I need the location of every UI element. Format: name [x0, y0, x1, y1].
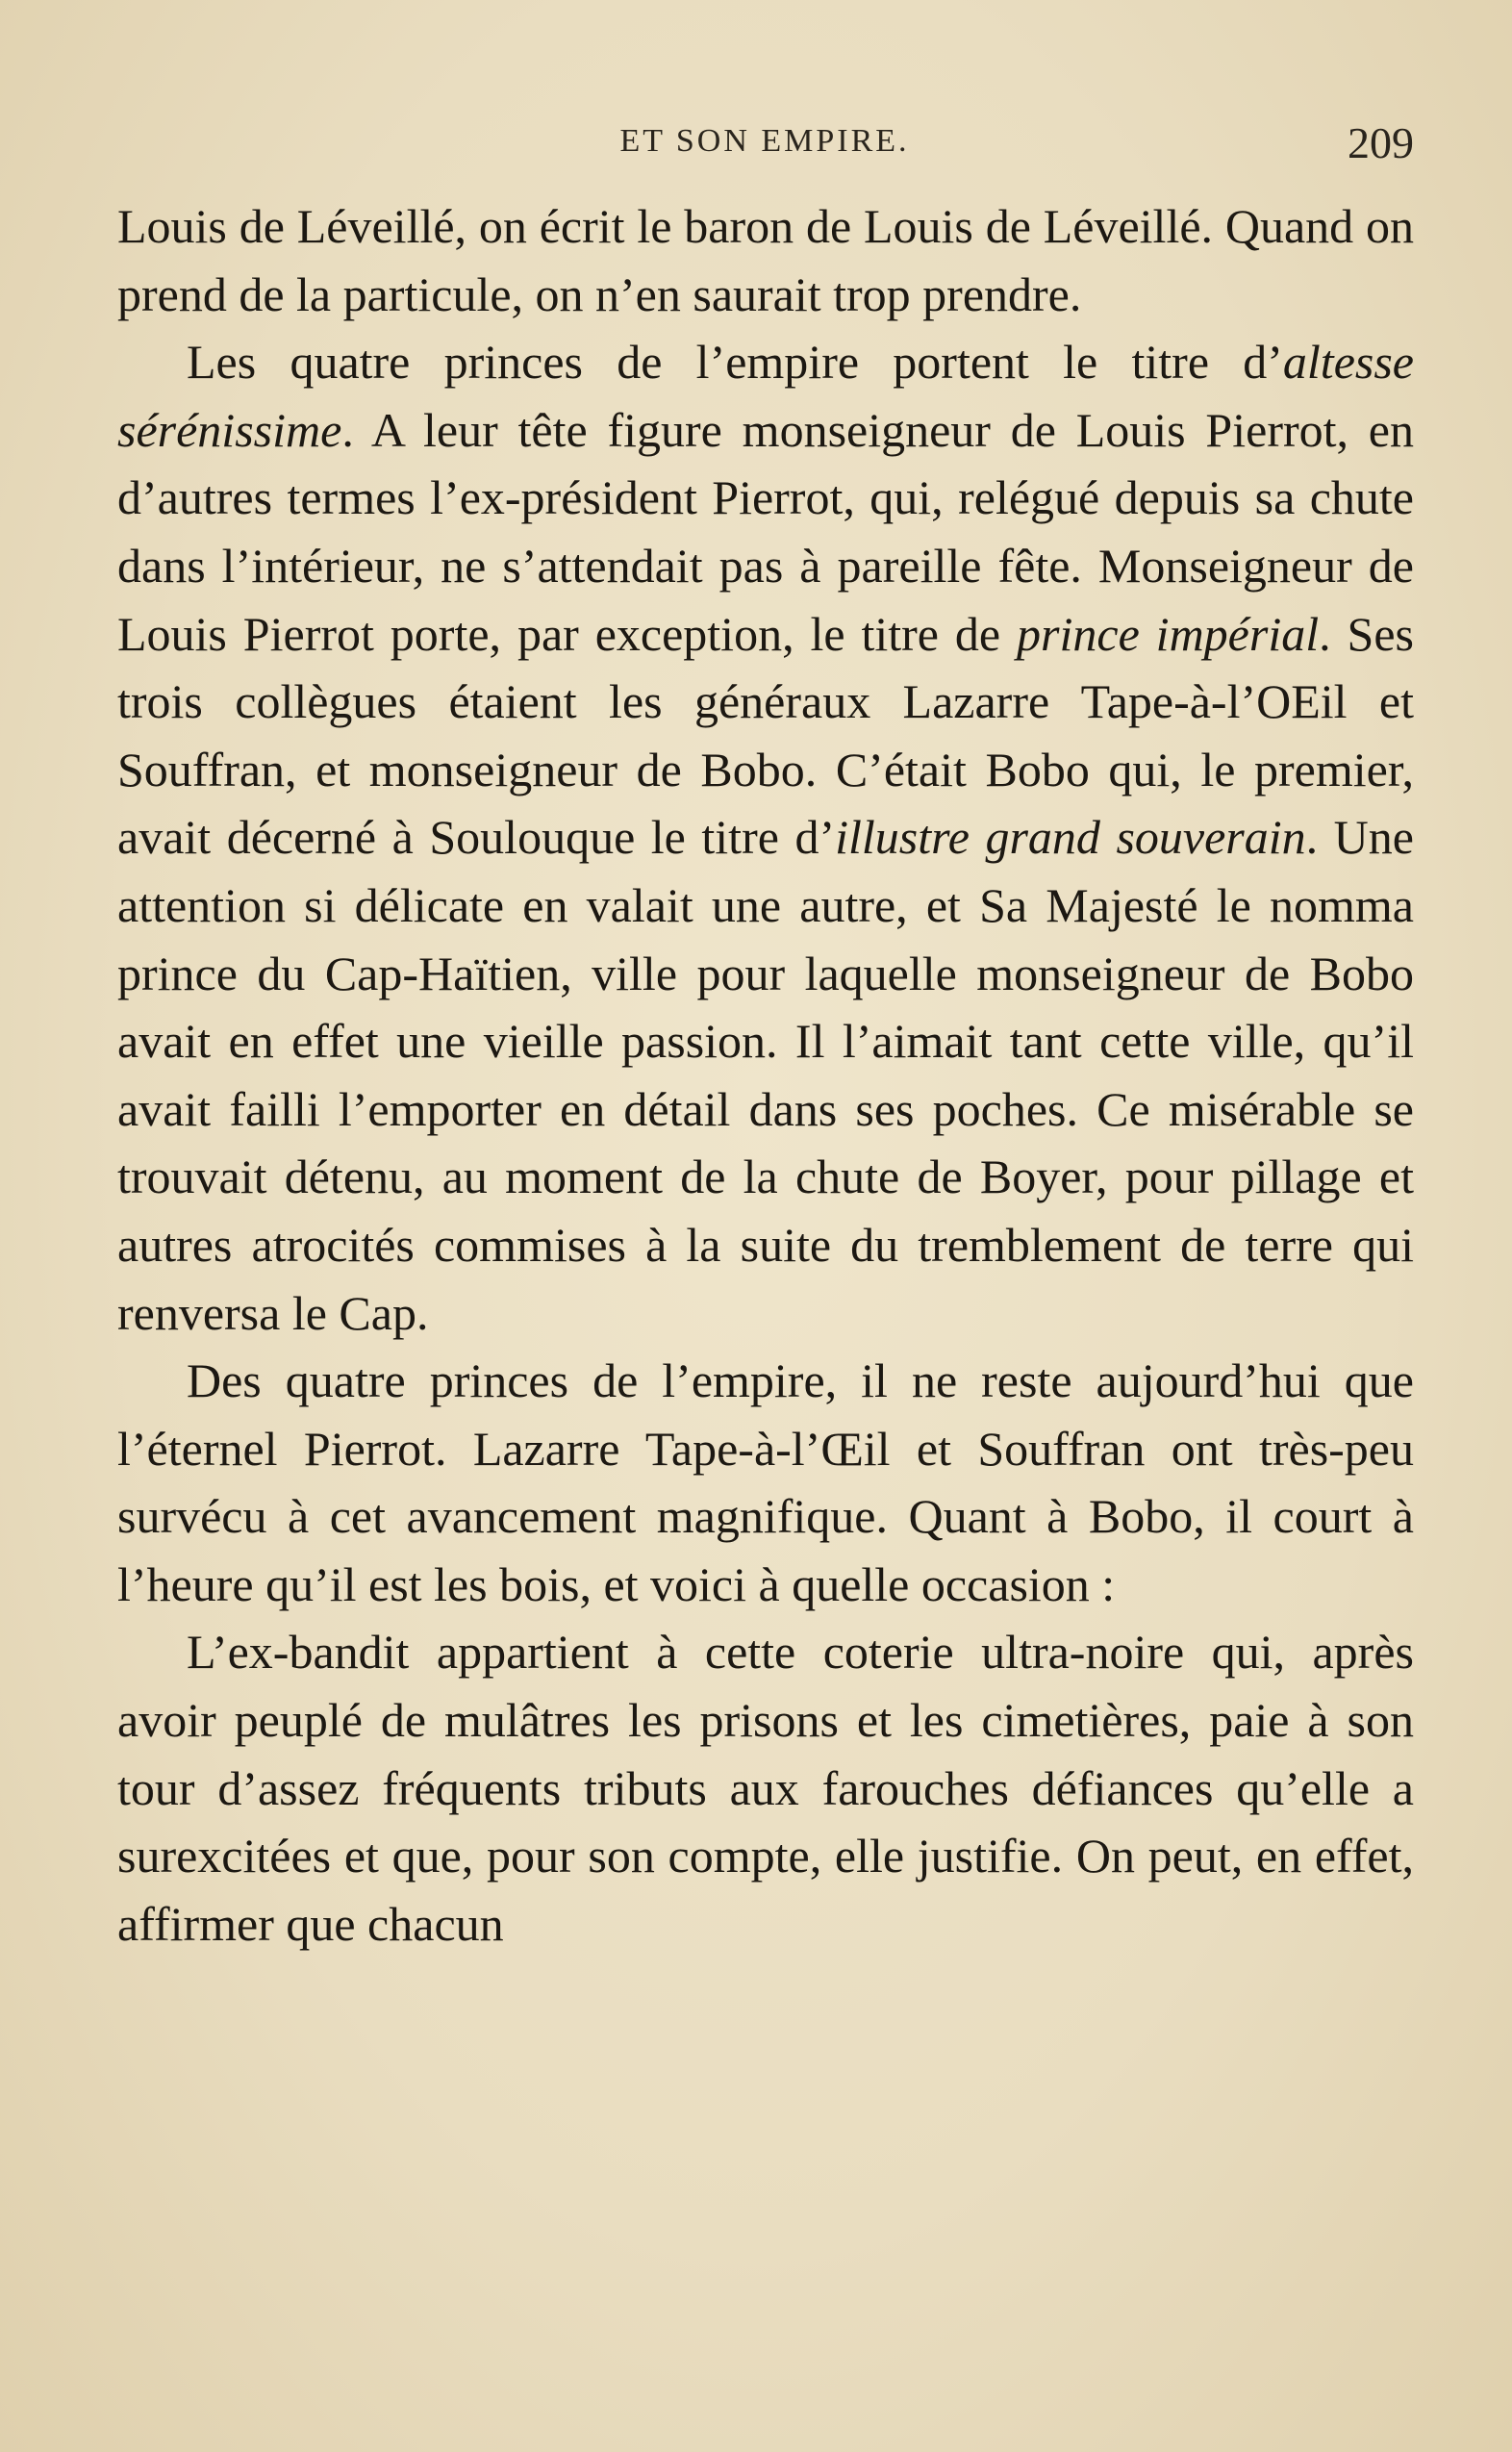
text-run: . Une attention si délicate en valait une autre, et Sa Majesté le nomma prince du Cap-Haïtien, ville pour laquelle monseigneur de Bobo avait en effet une vieille passion. Il l’aimait tant cette ville, qu’il avait failli l’emporter en détail dans ses poches. Ce misérable se trouvait détenu, au moment de la chute de Boyer, pour pillage et autres atrocités commises à la suite du tremblement de terre qui renversa le Cap. — [117, 810, 1414, 1340]
italic-text: altesse sérénissime — [117, 335, 1414, 457]
text-run: Louis de Léveillé, on écrit le baron de Louis de Léveillé. Quand on prend de la particule, on n’en saurait trop prendre. — [117, 199, 1414, 321]
paragraph — [117, 192, 1414, 328]
page-number: 209 — [1348, 118, 1414, 167]
text-run: Des quatre princes de l’empire, il ne reste aujourd’hui que l’éternel Pierrot. Lazarre Tape-à-l’Œil et Souffran ont très-peu survécu à cet avancement magnifique. Quant à Bobo, il court à l’heure qu’il est les bois, et voici à quelle occasion : — [117, 1353, 1414, 1611]
paragraph — [117, 328, 1414, 1347]
text-run: L’ex-bandit appartient à cette coterie ultra-noire qui, après avoir peuplé de mulâtres les prisons et les cimetières, paie à son tour d’assez fréquents tributs aux farouches défiances qu’elle a surexcitées et que, pour son compte, elle justifie. On peut, en effet, affirmer que chacun — [117, 1625, 1414, 1951]
body-text — [117, 192, 1414, 1958]
paragraph — [117, 1347, 1414, 1618]
paragraph — [117, 1618, 1414, 1958]
running-title: ET SON EMPIRE. — [619, 123, 910, 159]
text-run: . A leur tête figure monseigneur de Louis Pierrot, en d’autres termes l’ex-président Pierrot, qui, relégué depuis sa chute dans l’intérieur, ne s’attendait pas à pareille fête. Monseigneur de Louis Pierrot porte, par exception, le titre de — [117, 402, 1414, 661]
italic-text: illustre grand souverain — [835, 810, 1306, 865]
italic-text: prince impérial — [1017, 606, 1320, 661]
text-run: Les quatre princes de l’empire portent le titre d’ — [187, 335, 1283, 390]
page-header — [115, 114, 1414, 181]
text-run: . Ses trois collègues étaient les généraux Lazarre Tape-à-l’OEil et Souffran, et monseigneur de Bobo. C’était Bobo qui, le premier, avait décerné à Soulouque le titre d’ — [117, 606, 1414, 865]
